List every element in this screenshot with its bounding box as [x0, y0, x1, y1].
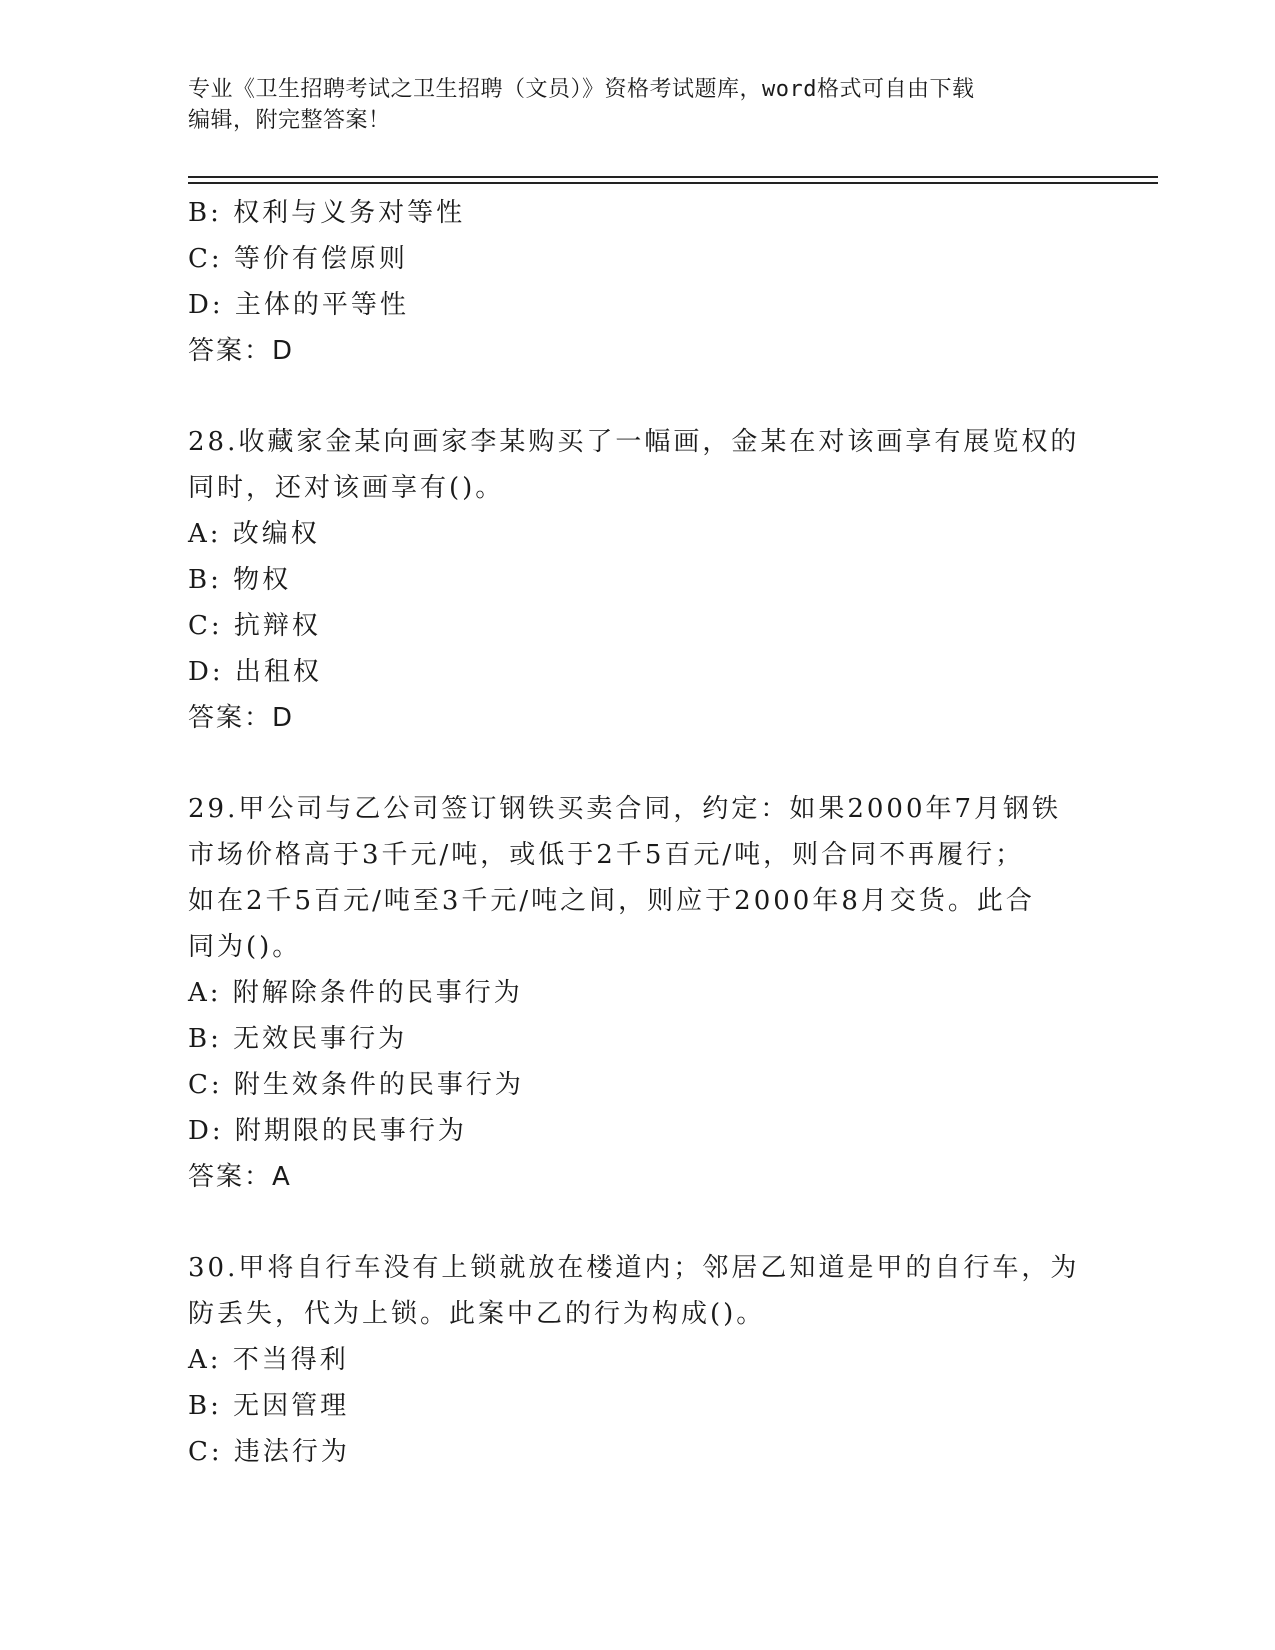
answer-line: 答案：A: [188, 1162, 292, 1192]
header-rule-top: [188, 176, 1158, 178]
question-text-line: 30.甲将自行车没有上锁就放在楼道内；邻居乙知道是甲的自行车，为: [188, 1253, 1080, 1283]
option-a: A: 改编权: [188, 519, 320, 549]
question-content: [188, 190, 1088, 1475]
option-c: C: 违法行为: [188, 1437, 350, 1467]
option-c: C: 等价有偿原则: [188, 244, 408, 274]
answer-line: 答案：D: [188, 336, 295, 366]
option-c: C: 附生效条件的民事行为: [188, 1070, 524, 1100]
question-28: [188, 419, 1088, 741]
option-b: B: 权利与义务对等性: [188, 198, 466, 228]
option-c: C: 抗辩权: [188, 611, 321, 641]
option-b: B: 无因管理: [188, 1391, 350, 1421]
option-b: B: 无效民事行为: [188, 1024, 408, 1054]
header-rule-bottom: [188, 182, 1158, 184]
question-text-line: 29.甲公司与乙公司签订钢铁买卖合同，约定：如果2000年7月钢铁: [188, 794, 1062, 824]
option-b: B: 物权: [188, 565, 292, 595]
question-text-line: 如在2千5百元/吨至3千元/吨之间，则应于2000年8月交货。此合: [188, 886, 1035, 916]
question-29: [188, 786, 1088, 1200]
document-header: [188, 74, 1068, 136]
question-text-line: 28.收藏家金某向画家李某购买了一幅画，金某在对该画享有展览权的: [188, 427, 1080, 457]
option-d: D: 主体的平等性: [188, 290, 409, 320]
question-text-line: 防丢失，代为上锁。此案中乙的行为构成()。: [188, 1299, 766, 1329]
question-27-fragment: [188, 190, 1088, 374]
option-a: A: 不当得利: [188, 1345, 349, 1375]
header-line-2: 编辑，附完整答案！: [188, 108, 391, 133]
question-text-line: 同为()。: [188, 932, 302, 962]
question-30: [188, 1245, 1088, 1475]
answer-line: 答案：D: [188, 703, 295, 733]
option-a: A: 附解除条件的民事行为: [188, 978, 523, 1008]
option-d: D: 出租权: [188, 657, 322, 687]
question-text-line: 同时，还对该画享有()。: [188, 473, 505, 503]
header-line-1: 专业《卫生招聘考试之卫生招聘（文员）》资格考试题库，word格式可自由下载: [188, 77, 975, 102]
option-d: D: 附期限的民事行为: [188, 1116, 467, 1146]
question-text-line: 市场价格高于3千元/吨，或低于2千5百元/吨，则合同不再履行；: [188, 840, 1025, 870]
